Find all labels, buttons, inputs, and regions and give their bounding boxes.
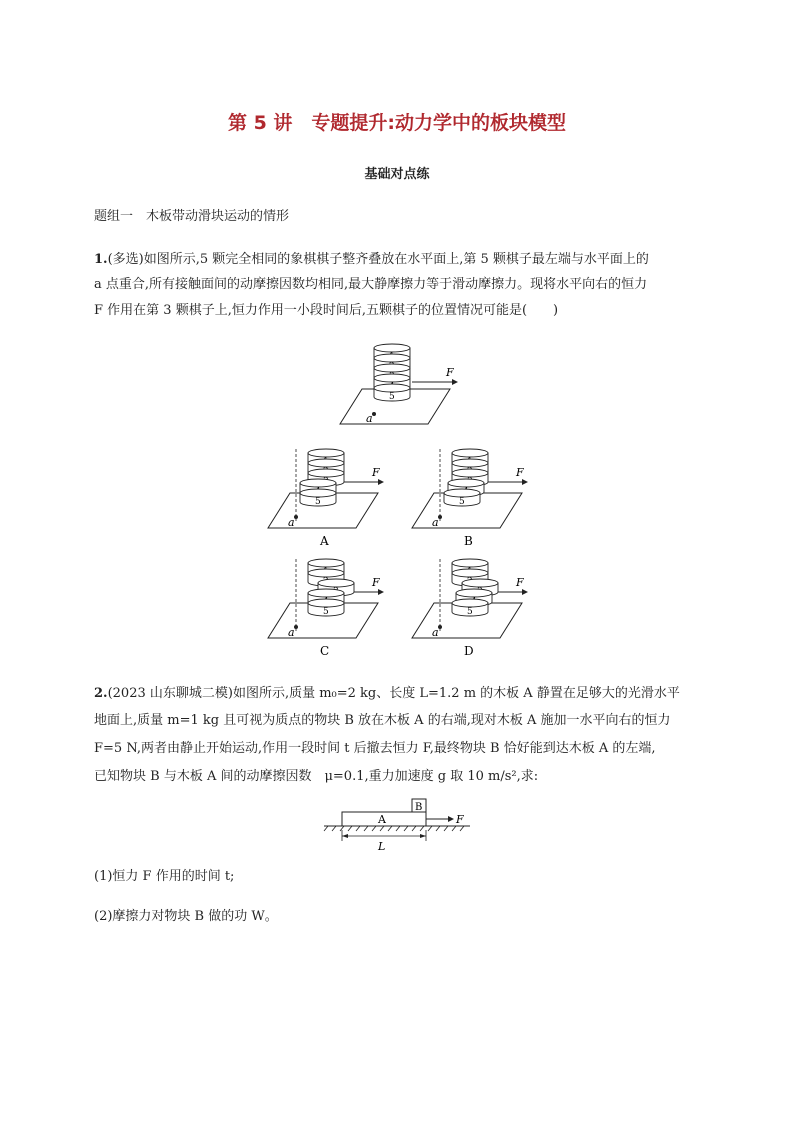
checker-label: 5 — [323, 607, 329, 617]
board-a-label: A — [378, 813, 386, 826]
q2-sub-1: (1)恒力 F 作用的时间 t; — [94, 869, 235, 884]
q1-line-1 — [94, 248, 649, 267]
checker-piece-5 — [444, 489, 480, 507]
force-label: F — [372, 576, 380, 589]
checker-label: 5 — [389, 392, 395, 402]
checker-piece-5 — [300, 489, 336, 507]
force-arrowhead — [522, 589, 528, 595]
q2-line-1 — [94, 682, 680, 701]
length-arrow-right — [420, 834, 426, 838]
option-label: B — [464, 534, 473, 548]
q2-line-2: 地面上,质量 m=1 kg 且可视为质点的物块 B 放在木板 A 的右端,现对木板 A 施加一水平向右的恒力 — [94, 713, 671, 728]
stack — [308, 559, 354, 617]
q2-sub-2: (2)摩擦力对物块 B 做的功 W。 — [94, 909, 278, 924]
force-arrowhead — [378, 589, 384, 595]
point-a-label: a — [366, 412, 373, 425]
stack — [300, 449, 344, 507]
stack-main — [374, 344, 410, 402]
checker-label: 5 — [315, 497, 321, 507]
page-title: 第 5 讲 专题提升:动力学中的板块模型 — [227, 112, 567, 134]
force-arrowhead — [448, 816, 454, 822]
option-label: A — [320, 534, 329, 548]
checker-piece-5 — [308, 599, 344, 617]
q2-text-1: (2023 山东聊城二模)如图所示,质量 m₀=2 kg、长度 L=1.2 m 的木板 A 静置在足够大的光滑水平 — [107, 686, 680, 701]
length-label: L — [378, 840, 386, 853]
ground-hatch — [324, 826, 464, 831]
q1-main-figure — [330, 340, 460, 430]
q2-number: 2. — [94, 686, 108, 701]
stack — [452, 559, 498, 617]
q1-line-3: F 作用在第 3 颗棋子上,恒力作用一小段时间后,五颗棋子的位置情况可能是( ) — [94, 303, 559, 318]
point-a-label: a — [432, 626, 439, 639]
force-label: F — [372, 466, 380, 479]
option-figure-b[interactable] — [404, 445, 534, 550]
point-a — [438, 625, 442, 629]
checker-piece-5 — [374, 384, 410, 402]
point-a — [438, 515, 442, 519]
point-a-label: a — [288, 626, 295, 639]
option-figure-a[interactable] — [260, 445, 390, 550]
option-figure-d[interactable] — [404, 555, 534, 660]
point-a — [294, 515, 298, 519]
group-heading: 题组一 木板带动滑块运动的情形 — [94, 209, 290, 224]
force-arrowhead — [452, 379, 458, 385]
point-a-label: a — [288, 516, 295, 529]
stack — [444, 449, 488, 507]
block-b-label: B — [415, 802, 423, 813]
checker-label: 5 — [467, 607, 473, 617]
q1-text-1: (多选)如图所示,5 颗完全相同的象棋棋子整齐叠放在水平面上,第 5 颗棋子最左端与水平面上的 — [107, 252, 649, 267]
q2-figure — [320, 795, 480, 855]
force-label: F — [516, 466, 524, 479]
section-subtitle: 基础对点练 — [364, 167, 430, 182]
option-label: D — [464, 644, 474, 658]
length-arrow-left — [342, 834, 348, 838]
checker-label: 5 — [459, 497, 465, 507]
q1-number: 1. — [94, 252, 108, 267]
q2-line-4: 已知物块 B 与木板 A 间的动摩擦因数 μ=0.1,重力加速度 g 取 10 m/s²,求: — [94, 769, 539, 784]
point-a-label: a — [432, 516, 439, 529]
force-label: F — [446, 366, 454, 379]
point-a — [372, 412, 376, 416]
force-arrowhead — [378, 479, 384, 485]
force-label: F — [516, 576, 524, 589]
force-arrowhead — [522, 479, 528, 485]
checker-piece-5 — [452, 599, 488, 617]
point-a — [294, 625, 298, 629]
q2-line-3: F=5 N,两者由静止开始运动,作用一段时间 t 后撤去恒力 F,最终物块 B 恰好能到达木板 A 的左端, — [94, 741, 656, 756]
q1-line-2: a 点重合,所有接触面间的动摩擦因数均相同,最大静摩擦力等于滑动摩擦力。现将水平向右的恒力 — [94, 277, 648, 292]
option-label: C — [320, 644, 330, 658]
option-figure-c[interactable] — [260, 555, 390, 660]
force-label: F — [456, 813, 464, 826]
